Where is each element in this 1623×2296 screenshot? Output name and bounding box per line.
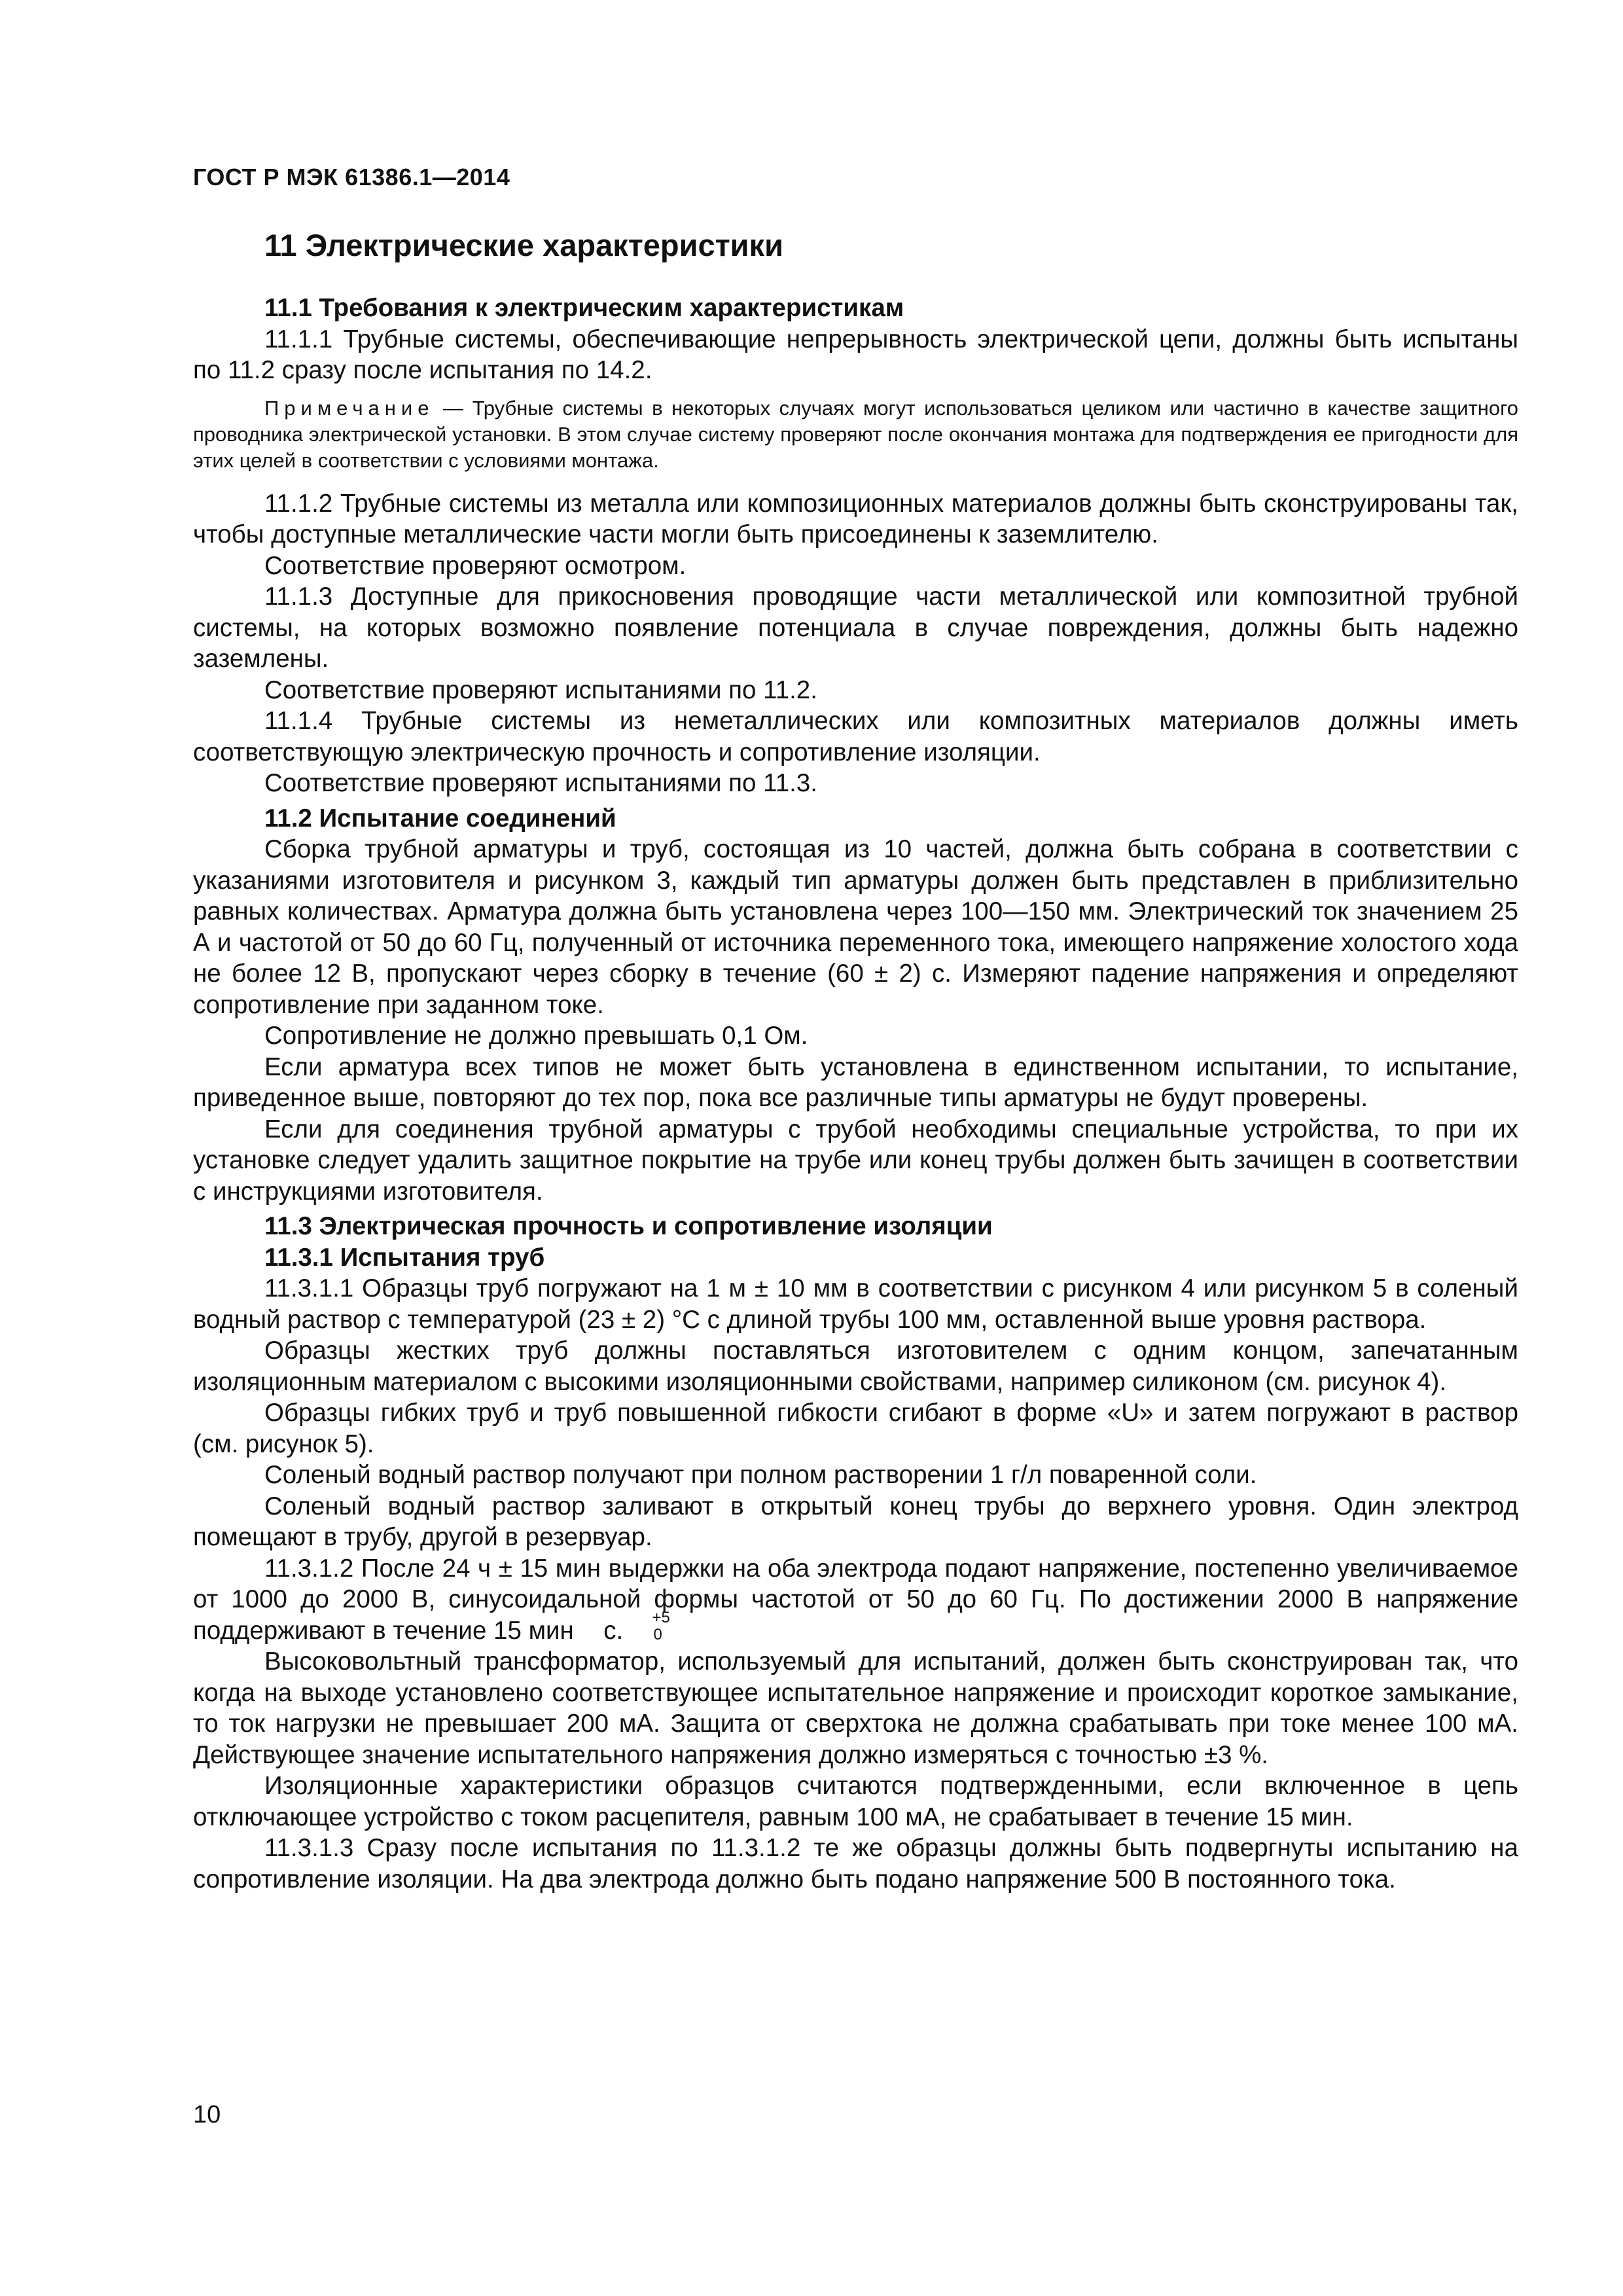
paragraph-rigid-samples: Образцы жестких труб должны поставляться изготовителем с одним концом, запечатанным изоляционным материалом с высокими изоляционными свойствами, например силиконом (см. рисунок 4).	[193, 1336, 1518, 1396]
note-label: Примечание	[264, 396, 435, 420]
paragraph-compliance-11-2: Соответствие проверяют испытаниями по 11.2.	[264, 675, 817, 704]
paragraph-insulation-confirmed: Изоляционные характеристики образцов считаются подтвержденными, если включенное в цепь отключающее устройство с током расцепителя, равным 100 мА, не срабатывает в течение 15 мин.	[193, 1772, 1518, 1831]
paragraph-11-2-special-devices: Если для соединения трубной арматуры с трубой необходимы специальные устройства, то при их установке следует удалить защитное покрытие на трубе или конец трубы должен быть зачищен в соответствии с инструкциями изготовителя.	[193, 1115, 1518, 1206]
heading-11-1: 11.1 Требования к электрическим характеристикам	[264, 294, 904, 322]
paragraph-11-3-1-1: 11.3.1.1 Образцы труб погружают на 1 м ± 10 мм в соответствии с рисунком 4 или рисунком 5 в соленый водный раствор с температурой (23 ± 2) °С с длиной трубы 100 мм, оставленной выше уровня раствора.	[193, 1274, 1518, 1334]
paragraph-11-1-3: 11.1.3 Доступные для прикосновения проводящие части металлической или композитной трубной системы, на которых возможно появление потенциала в случае повреждения, должны быть надежно заземлены.	[193, 583, 1518, 673]
heading-11-3: 11.3 Электрическая прочность и сопротивление изоляции	[264, 1212, 993, 1240]
paragraph-transformer: Высоковольтный трансформатор, используемый для испытаний, должен быть сконструирован так, что когда на выходе установлено соответствующее испытательное напряжение и происходит короткое замыкание, то ток нагрузки не превышает 200 мА. Защита от сверхтока не должна срабатывать при токе менее 100 мА. Действующее значение испытательного напряжения должно измеряться с точностью ±3 %.	[193, 1647, 1518, 1769]
tolerance-upper: +5	[652, 1608, 670, 1626]
paragraph-11-2-repeat: Если арматура всех типов не может быть установлена в единственном испытании, то испытание, приведенное выше, повторяют до тех пор, пока все различные типы арматуры не будут проверены.	[193, 1052, 1518, 1112]
section-title: 11 Электрические характеристики	[264, 228, 783, 262]
note-paragraph	[193, 395, 1518, 474]
paragraph-compliance-11-3: Соответствие проверяют испытаниями по 11.3.	[264, 769, 817, 797]
document-header: ГОСТ Р МЭК 61386.1—2014	[193, 164, 510, 190]
paragraph-11-1-2: 11.1.2 Трубные системы из металла или композиционных материалов должны быть сконструированы так, чтобы доступные металлические части могли быть присоединены к заземлителю.	[193, 489, 1518, 548]
paragraph-compliance-inspection: Соответствие проверяют осмотром.	[264, 551, 687, 580]
paragraph-11-2-assembly: Сборка трубной арматуры и труб, состоящая из 10 частей, должна быть собрана в соответствии с указаниями изготовителя и рисунком 3, каждый тип арматуры должен быть представлен в приблизительно равных количествах. Арматура должна быть установлена через 100—150 мм. Электрический ток значением 25 А и частотой от 50 до 60 Гц, полученный от источника переменного тока, имеющего напряжение холостого хода не более 12 В, пропускают через сборку в течение (60 ± 2) с. Измеряют падение напряжения и определяют сопротивление при заданном токе.	[193, 835, 1518, 1019]
paragraph-11-3-1-2-unit: с.	[596, 1616, 624, 1645]
paragraph-11-1-1: 11.1.1 Трубные системы, обеспечивающие непрерывность электрической цепи, должны быть испытаны по 11.2 сразу после испытания по 14.2.	[193, 325, 1518, 384]
document-body	[193, 226, 1518, 1895]
heading-11-3-1: 11.3.1 Испытания труб	[264, 1243, 545, 1272]
paragraph-11-1-4: 11.1.4 Трубные системы из неметаллических или композитных материалов должны иметь соответствующую электрическую прочность и сопротивление изоляции.	[193, 707, 1518, 766]
paragraph-11-2-resistance: Сопротивление не должно превышать 0,1 Ом.	[264, 1022, 808, 1050]
paragraph-11-3-1-3: 11.3.1.3 Сразу после испытания по 11.3.1.2 те же образцы должны быть подвергнуты испытанию на сопротивление изоляции. На два электрода должно быть подано напряжение 500 В постоянного тока.	[193, 1834, 1518, 1893]
paragraph-salt-solution: Соленый водный раствор получают при полном растворении 1 г/л поваренной соли.	[264, 1461, 1257, 1489]
paragraph-electrodes: Соленый водный раствор заливают в открытый конец трубы до верхнего уровня. Один электрод помещают в трубу, другой в резервуар.	[193, 1492, 1518, 1551]
tolerance-lower: 0	[653, 1625, 662, 1643]
page-number: 10	[193, 2101, 221, 2128]
note-text: — Трубные системы в некоторых случаях могут использоваться целиком или частично в качестве защитного проводника электрической установки. В этом случае систему проверяют после окончания монтажа для подтверждения ее пригодности для этих целей в соответствии с условиями монтажа.	[193, 396, 1518, 472]
heading-11-2: 11.2 Испытание соединений	[264, 804, 616, 833]
paragraph-11-3-1-2-text: 11.3.1.2 После 24 ч ± 15 мин выдержки на оба электрода подают напряжение, постепенно увеличиваемое от 1000 до 2000 В, синусоидальной формы частотой от 50 до 60 Гц. По достижении 2000 В напряжение поддерживают в течение 15 мин	[193, 1554, 1518, 1645]
paragraph-11-3-1-2	[193, 1553, 1518, 1647]
paragraph-flexible-samples: Образцы гибких труб и труб повышенной гибкости сгибают в форме «U» и затем погружают в раствор (см. рисунок 5).	[193, 1399, 1518, 1458]
tolerance-notation	[581, 1608, 670, 1643]
